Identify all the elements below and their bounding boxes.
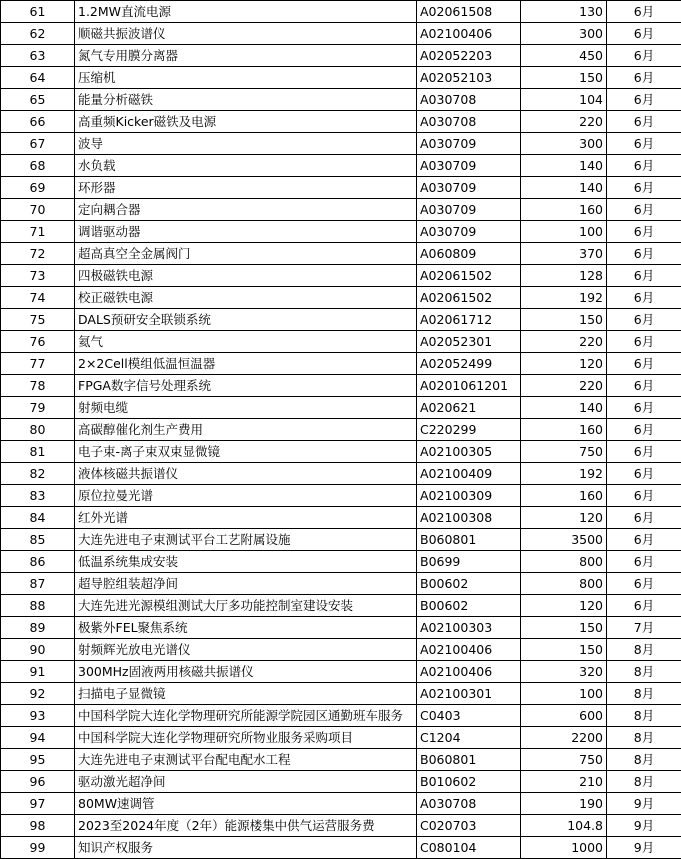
month-cell: 9月 xyxy=(607,793,681,815)
row-index-cell: 94 xyxy=(1,727,75,749)
category-code-cell: C1204 xyxy=(417,727,521,749)
amount-cell: 300 xyxy=(521,133,607,155)
month-cell: 6月 xyxy=(607,221,681,243)
amount-cell: 450 xyxy=(521,45,607,67)
month-cell: 8月 xyxy=(607,727,681,749)
row-index-cell: 99 xyxy=(1,837,75,859)
table-row xyxy=(1,419,681,441)
row-index-cell: 90 xyxy=(1,639,75,661)
table-row xyxy=(1,67,681,89)
row-index-cell: 96 xyxy=(1,771,75,793)
month-cell: 8月 xyxy=(607,705,681,727)
amount-cell: 600 xyxy=(521,705,607,727)
category-code-cell: A02100308 xyxy=(417,507,521,529)
item-name-cell: 顺磁共振波谱仪 xyxy=(75,23,417,45)
category-code-cell: A02052301 xyxy=(417,331,521,353)
month-cell: 9月 xyxy=(607,815,681,837)
amount-cell: 800 xyxy=(521,551,607,573)
row-index-cell: 87 xyxy=(1,573,75,595)
category-code-cell: A02052203 xyxy=(417,45,521,67)
row-index-cell: 95 xyxy=(1,749,75,771)
table-row xyxy=(1,551,681,573)
month-cell: 6月 xyxy=(607,441,681,463)
amount-cell: 2200 xyxy=(521,727,607,749)
amount-cell: 192 xyxy=(521,287,607,309)
item-name-cell: 大连先进电子束测试平台工艺附属设施 xyxy=(75,529,417,551)
item-name-cell: 水负载 xyxy=(75,155,417,177)
month-cell: 6月 xyxy=(607,595,681,617)
amount-cell: 3500 xyxy=(521,529,607,551)
table-row xyxy=(1,573,681,595)
amount-cell: 320 xyxy=(521,661,607,683)
item-name-cell: 氦气 xyxy=(75,331,417,353)
table-row xyxy=(1,441,681,463)
item-name-cell: 射频电缆 xyxy=(75,397,417,419)
table-row xyxy=(1,595,681,617)
amount-cell: 120 xyxy=(521,595,607,617)
category-code-cell: A060809 xyxy=(417,243,521,265)
table-row xyxy=(1,243,681,265)
month-cell: 6月 xyxy=(607,89,681,111)
item-name-cell: 知识产权服务 xyxy=(75,837,417,859)
month-cell: 6月 xyxy=(607,507,681,529)
category-code-cell: A030708 xyxy=(417,89,521,111)
category-code-cell: A02052103 xyxy=(417,67,521,89)
row-index-cell: 81 xyxy=(1,441,75,463)
amount-cell: 750 xyxy=(521,749,607,771)
amount-cell: 150 xyxy=(521,617,607,639)
amount-cell: 220 xyxy=(521,111,607,133)
item-name-cell: 原位拉曼光谱 xyxy=(75,485,417,507)
category-code-cell: C0403 xyxy=(417,705,521,727)
category-code-cell: A0201061201 xyxy=(417,375,521,397)
item-name-cell: 高重频Kicker磁铁及电源 xyxy=(75,111,417,133)
table-row xyxy=(1,331,681,353)
item-name-cell: 中国科学院大连化学物理研究所物业服务采购项目 xyxy=(75,727,417,749)
amount-cell: 300 xyxy=(521,23,607,45)
row-index-cell: 85 xyxy=(1,529,75,551)
month-cell: 8月 xyxy=(607,661,681,683)
amount-cell: 100 xyxy=(521,683,607,705)
table-row xyxy=(1,375,681,397)
item-name-cell: 300MHz固液两用核磁共振谱仪 xyxy=(75,661,417,683)
item-name-cell: FPGA数字信号处理系统 xyxy=(75,375,417,397)
item-name-cell: 环形器 xyxy=(75,177,417,199)
table-row xyxy=(1,133,681,155)
row-index-cell: 66 xyxy=(1,111,75,133)
item-name-cell: 扫描电子显微镜 xyxy=(75,683,417,705)
row-index-cell: 65 xyxy=(1,89,75,111)
row-index-cell: 67 xyxy=(1,133,75,155)
month-cell: 8月 xyxy=(607,639,681,661)
table-row xyxy=(1,111,681,133)
row-index-cell: 72 xyxy=(1,243,75,265)
row-index-cell: 61 xyxy=(1,1,75,23)
table-row xyxy=(1,309,681,331)
table-row xyxy=(1,221,681,243)
month-cell: 6月 xyxy=(607,397,681,419)
amount-cell: 120 xyxy=(521,507,607,529)
category-code-cell: A02100409 xyxy=(417,463,521,485)
item-name-cell: 低温系统集成安装 xyxy=(75,551,417,573)
month-cell: 7月 xyxy=(607,617,681,639)
table-row xyxy=(1,771,681,793)
item-name-cell: 2×2Cell模组低温恒温器 xyxy=(75,353,417,375)
month-cell: 6月 xyxy=(607,111,681,133)
amount-cell: 1000 xyxy=(521,837,607,859)
item-name-cell: 压缩机 xyxy=(75,67,417,89)
row-index-cell: 62 xyxy=(1,23,75,45)
table-row xyxy=(1,463,681,485)
table-row xyxy=(1,199,681,221)
category-code-cell: A02061712 xyxy=(417,309,521,331)
month-cell: 8月 xyxy=(607,771,681,793)
amount-cell: 150 xyxy=(521,639,607,661)
amount-cell: 190 xyxy=(521,793,607,815)
category-code-cell: A02100301 xyxy=(417,683,521,705)
amount-cell: 140 xyxy=(521,155,607,177)
table-row xyxy=(1,485,681,507)
amount-cell: 128 xyxy=(521,265,607,287)
row-index-cell: 88 xyxy=(1,595,75,617)
table-row xyxy=(1,89,681,111)
row-index-cell: 97 xyxy=(1,793,75,815)
table-row xyxy=(1,661,681,683)
amount-cell: 130 xyxy=(521,1,607,23)
month-cell: 6月 xyxy=(607,353,681,375)
month-cell: 6月 xyxy=(607,199,681,221)
amount-cell: 370 xyxy=(521,243,607,265)
row-index-cell: 84 xyxy=(1,507,75,529)
item-name-cell: 中国科学院大连化学物理研究所能源学院园区通勤班车服务 xyxy=(75,705,417,727)
category-code-cell: A02061502 xyxy=(417,287,521,309)
month-cell: 8月 xyxy=(607,683,681,705)
category-code-cell: C020703 xyxy=(417,815,521,837)
month-cell: 6月 xyxy=(607,155,681,177)
item-name-cell: 1.2MW直流电源 xyxy=(75,1,417,23)
category-code-cell: A02100406 xyxy=(417,661,521,683)
amount-cell: 150 xyxy=(521,67,607,89)
table-row xyxy=(1,683,681,705)
month-cell: 6月 xyxy=(607,331,681,353)
item-name-cell: 驱动激光超净间 xyxy=(75,771,417,793)
month-cell: 8月 xyxy=(607,749,681,771)
table-row xyxy=(1,353,681,375)
category-code-cell: A02100406 xyxy=(417,639,521,661)
amount-cell: 104 xyxy=(521,89,607,111)
month-cell: 6月 xyxy=(607,485,681,507)
category-code-cell: A030709 xyxy=(417,221,521,243)
item-name-cell: 超高真空全金属阀门 xyxy=(75,243,417,265)
row-index-cell: 77 xyxy=(1,353,75,375)
item-name-cell: DALS预研安全联锁系统 xyxy=(75,309,417,331)
table-body xyxy=(1,1,681,859)
month-cell: 6月 xyxy=(607,573,681,595)
table-row xyxy=(1,793,681,815)
item-name-cell: 射频辉光放电光谱仪 xyxy=(75,639,417,661)
category-code-cell: B0699 xyxy=(417,551,521,573)
row-index-cell: 74 xyxy=(1,287,75,309)
table-row xyxy=(1,705,681,727)
amount-cell: 750 xyxy=(521,441,607,463)
row-index-cell: 91 xyxy=(1,661,75,683)
table-row xyxy=(1,177,681,199)
table-row xyxy=(1,265,681,287)
table-row xyxy=(1,45,681,67)
month-cell: 6月 xyxy=(607,309,681,331)
item-name-cell: 电子束-离子束双束显微镜 xyxy=(75,441,417,463)
item-name-cell: 校正磁铁电源 xyxy=(75,287,417,309)
row-index-cell: 69 xyxy=(1,177,75,199)
item-name-cell: 极紫外FEL聚焦系统 xyxy=(75,617,417,639)
month-cell: 6月 xyxy=(607,45,681,67)
item-name-cell: 氮气专用膜分离器 xyxy=(75,45,417,67)
amount-cell: 160 xyxy=(521,419,607,441)
category-code-cell: A02061508 xyxy=(417,1,521,23)
row-index-cell: 83 xyxy=(1,485,75,507)
month-cell: 6月 xyxy=(607,243,681,265)
category-code-cell: B060801 xyxy=(417,529,521,551)
row-index-cell: 92 xyxy=(1,683,75,705)
month-cell: 9月 xyxy=(607,837,681,859)
table-row xyxy=(1,529,681,551)
month-cell: 6月 xyxy=(607,375,681,397)
item-name-cell: 调谐驱动器 xyxy=(75,221,417,243)
table-row xyxy=(1,617,681,639)
item-name-cell: 四极磁铁电源 xyxy=(75,265,417,287)
table-row xyxy=(1,397,681,419)
row-index-cell: 75 xyxy=(1,309,75,331)
month-cell: 6月 xyxy=(607,287,681,309)
item-name-cell: 能量分析磁铁 xyxy=(75,89,417,111)
category-code-cell: A02100309 xyxy=(417,485,521,507)
table-row xyxy=(1,749,681,771)
row-index-cell: 68 xyxy=(1,155,75,177)
item-name-cell: 波导 xyxy=(75,133,417,155)
item-name-cell: 大连先进光源模组测试大厅多功能控制室建设安装 xyxy=(75,595,417,617)
row-index-cell: 78 xyxy=(1,375,75,397)
table-row xyxy=(1,287,681,309)
row-index-cell: 80 xyxy=(1,419,75,441)
category-code-cell: A030708 xyxy=(417,793,521,815)
table-row xyxy=(1,155,681,177)
month-cell: 6月 xyxy=(607,67,681,89)
row-index-cell: 76 xyxy=(1,331,75,353)
row-index-cell: 86 xyxy=(1,551,75,573)
month-cell: 6月 xyxy=(607,419,681,441)
month-cell: 6月 xyxy=(607,1,681,23)
amount-cell: 104.8 xyxy=(521,815,607,837)
category-code-cell: A02100406 xyxy=(417,23,521,45)
table-row xyxy=(1,507,681,529)
amount-cell: 140 xyxy=(521,397,607,419)
table-row xyxy=(1,837,681,859)
amount-cell: 140 xyxy=(521,177,607,199)
category-code-cell: A030709 xyxy=(417,155,521,177)
category-code-cell: A030709 xyxy=(417,199,521,221)
row-index-cell: 73 xyxy=(1,265,75,287)
item-name-cell: 大连先进电子束测试平台配电配水工程 xyxy=(75,749,417,771)
row-index-cell: 63 xyxy=(1,45,75,67)
row-index-cell: 71 xyxy=(1,221,75,243)
month-cell: 6月 xyxy=(607,133,681,155)
table-row xyxy=(1,727,681,749)
item-name-cell: 定向耦合器 xyxy=(75,199,417,221)
month-cell: 6月 xyxy=(607,177,681,199)
category-code-cell: A030709 xyxy=(417,133,521,155)
amount-cell: 160 xyxy=(521,485,607,507)
category-code-cell: B00602 xyxy=(417,573,521,595)
category-code-cell: B00602 xyxy=(417,595,521,617)
month-cell: 6月 xyxy=(607,23,681,45)
item-name-cell: 超导腔组装超净间 xyxy=(75,573,417,595)
row-index-cell: 70 xyxy=(1,199,75,221)
category-code-cell: A02100305 xyxy=(417,441,521,463)
row-index-cell: 93 xyxy=(1,705,75,727)
amount-cell: 210 xyxy=(521,771,607,793)
category-code-cell: C080104 xyxy=(417,837,521,859)
item-name-cell: 80MW速调管 xyxy=(75,793,417,815)
category-code-cell: A020621 xyxy=(417,397,521,419)
category-code-cell: A02061502 xyxy=(417,265,521,287)
month-cell: 6月 xyxy=(607,529,681,551)
item-name-cell: 红外光谱 xyxy=(75,507,417,529)
amount-cell: 150 xyxy=(521,309,607,331)
category-code-cell: A02052499 xyxy=(417,353,521,375)
row-index-cell: 82 xyxy=(1,463,75,485)
category-code-cell: B060801 xyxy=(417,749,521,771)
amount-cell: 160 xyxy=(521,199,607,221)
amount-cell: 192 xyxy=(521,463,607,485)
month-cell: 6月 xyxy=(607,463,681,485)
item-name-cell: 高碳醇催化剂生产费用 xyxy=(75,419,417,441)
item-name-cell: 2023至2024年度（2年）能源楼集中供气运营服务费 xyxy=(75,815,417,837)
category-code-cell: A030708 xyxy=(417,111,521,133)
category-code-cell: B010602 xyxy=(417,771,521,793)
amount-cell: 800 xyxy=(521,573,607,595)
table-row xyxy=(1,1,681,23)
row-index-cell: 64 xyxy=(1,67,75,89)
month-cell: 6月 xyxy=(607,551,681,573)
row-index-cell: 89 xyxy=(1,617,75,639)
row-index-cell: 79 xyxy=(1,397,75,419)
category-code-cell: C220299 xyxy=(417,419,521,441)
item-name-cell: 液体核磁共振谱仪 xyxy=(75,463,417,485)
table-row xyxy=(1,23,681,45)
amount-cell: 220 xyxy=(521,331,607,353)
amount-cell: 220 xyxy=(521,375,607,397)
amount-cell: 100 xyxy=(521,221,607,243)
amount-cell: 120 xyxy=(521,353,607,375)
table-row xyxy=(1,639,681,661)
category-code-cell: A030709 xyxy=(417,177,521,199)
table-row xyxy=(1,815,681,837)
row-index-cell: 98 xyxy=(1,815,75,837)
month-cell: 6月 xyxy=(607,265,681,287)
category-code-cell: A02100303 xyxy=(417,617,521,639)
